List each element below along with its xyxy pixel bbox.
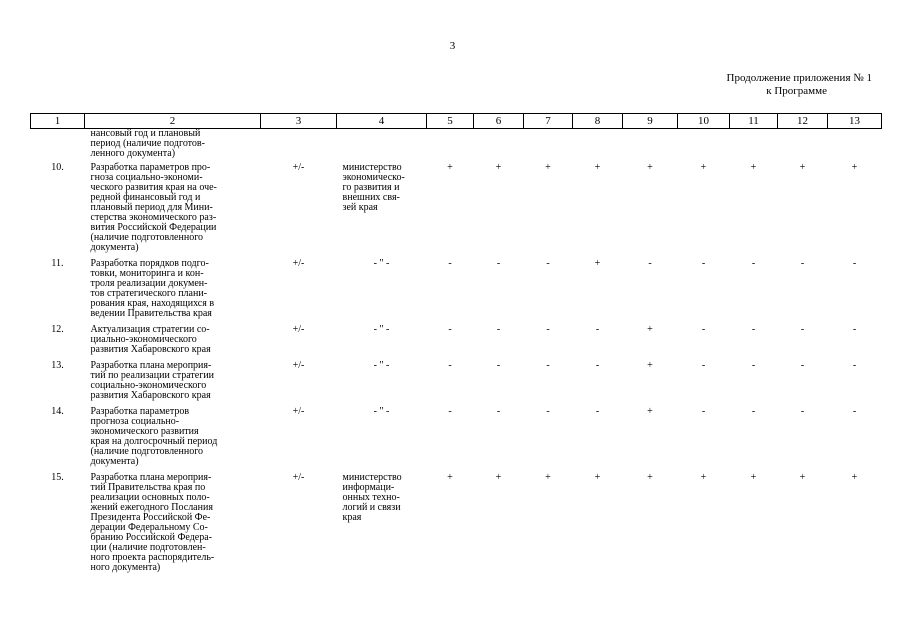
table-header: [31, 114, 882, 129]
row-responsible: - " -: [373, 360, 390, 371]
row-responsible: - " -: [373, 258, 390, 269]
row-responsible: министерство экономическо- го развития и внешних свя- зей края: [342, 162, 405, 213]
row-mark-col6: -: [496, 406, 501, 417]
row-number: 12.: [51, 324, 64, 335]
row-mark-col7: -: [546, 324, 550, 335]
row-mark-col8: +: [594, 258, 601, 269]
header-cell-8: 8: [573, 114, 623, 129]
row-mark-col8: -: [595, 324, 600, 335]
header-cell-9: 9: [623, 114, 678, 129]
row-status-col3: +/-: [292, 472, 305, 483]
table-row: [31, 405, 882, 471]
header-cell-10: 10: [678, 114, 730, 129]
row-status-col3: +/-: [292, 406, 305, 417]
row-status-col3: +/-: [292, 258, 305, 269]
row-responsible: министерство информаци- онных техно- логий и связи края: [342, 472, 402, 523]
row-mark-col8: +: [594, 472, 601, 483]
table-row: [31, 161, 882, 257]
row-mark-col12: -: [800, 406, 805, 417]
appendix-note-line1: Продолжение приложения № 1: [726, 72, 872, 84]
header-cell-13: 13: [828, 114, 882, 129]
row-mark-col12: -: [800, 360, 805, 371]
row-mark-col5: +: [447, 472, 453, 483]
header-cell-2: 2: [85, 114, 261, 129]
row-mark-col9: +: [647, 406, 653, 417]
row-mark-col7: +: [545, 472, 551, 483]
empty-cells: [261, 129, 882, 162]
row-mark-col5: -: [448, 360, 452, 371]
row-mark-col11: -: [751, 360, 756, 371]
row-mark-col8: +: [594, 162, 601, 173]
row-responsible: - " -: [373, 406, 390, 417]
page-number: 3: [449, 40, 456, 52]
row-mark-col11: -: [751, 258, 756, 269]
row-mark-col7: -: [546, 360, 550, 371]
row-mark-col9: -: [648, 258, 652, 269]
header-row: [31, 114, 882, 129]
row-mark-col6: -: [496, 324, 501, 335]
header-cell-5: 5: [427, 114, 474, 129]
program-table: [30, 113, 882, 577]
row-mark-col10: +: [700, 472, 707, 483]
row-mark-col6: -: [496, 258, 501, 269]
row-mark-col13: +: [851, 472, 858, 483]
row-description: Разработка плана мероприя- тий по реализации стратегии социально-экономического развития Хабаровского края: [90, 360, 215, 401]
row-mark-col10: -: [701, 258, 706, 269]
row-mark-col13: -: [852, 406, 857, 417]
table-row: [31, 359, 882, 405]
header-cell-3: 3: [261, 114, 337, 129]
table-body: [31, 129, 882, 578]
row-description: Разработка параметров про- гноза социально-экономи- ческого развития края на оче- редной финансовый год и плановый период для Мини- стерства экономического раз- вития Российской Федерации (наличие подготовленного документа): [90, 162, 217, 253]
continuation-row: [31, 129, 882, 162]
row-status-col3: +/-: [292, 162, 305, 173]
row-description: Актуализация стратегии со- циально-экономического развития Хабаровского края: [90, 324, 211, 355]
row-mark-col11: +: [750, 472, 757, 483]
row-description: Разработка параметров прогноза социально- экономического развития края на долгосрочный период (наличие подготовленного документа): [90, 406, 218, 467]
header-cell-11: 11: [730, 114, 778, 129]
row-responsible: - " -: [373, 324, 390, 335]
row-mark-col5: +: [447, 162, 453, 173]
row-description: Разработка плана мероприя- тий Правительства края по реализации основных поло- жений ежегодного Послания Президента Российской Фе- дерации Федеральному Со- бранию Российской Федера- ции (наличие подготовлен- ного проекта распорядитель- ного документа): [90, 472, 215, 573]
header-cell-7: 7: [524, 114, 573, 129]
row-mark-col10: -: [701, 324, 706, 335]
row-mark-col12: +: [799, 472, 806, 483]
row-mark-col6: -: [496, 360, 501, 371]
row-mark-col6: +: [495, 162, 502, 173]
row-mark-col9: +: [647, 324, 653, 335]
header-cell-4: 4: [337, 114, 427, 129]
row-mark-col12: +: [799, 162, 806, 173]
row-mark-col12: -: [800, 258, 805, 269]
row-description: Разработка порядков подго- товки, мониторинга и кон- троля реализации докумен- тов стратегического плани- рования края, находящихся в ведении Правительства края: [90, 258, 215, 319]
row-number: 10.: [51, 162, 64, 173]
row-status-col3: +/-: [292, 324, 305, 335]
header-cell-12: 12: [778, 114, 828, 129]
appendix-note-line2: к Программе: [766, 85, 827, 97]
row-mark-col9: +: [647, 360, 653, 371]
header-cell-6: 6: [474, 114, 524, 129]
row-mark-col8: -: [595, 360, 600, 371]
row-mark-col11: -: [751, 406, 756, 417]
row-mark-col13: -: [852, 360, 857, 371]
row-mark-col7: -: [546, 406, 550, 417]
row-number: 15.: [51, 472, 64, 483]
header-cell-1: 1: [31, 114, 85, 129]
row-mark-col10: -: [701, 360, 706, 371]
row-mark-col9: +: [647, 472, 653, 483]
row-mark-col13: +: [851, 162, 858, 173]
table-row: [31, 471, 882, 577]
row-mark-col12: -: [800, 324, 805, 335]
row-number: 14.: [51, 406, 64, 417]
row-mark-col6: +: [495, 472, 502, 483]
appendix-note: [727, 72, 872, 98]
table-row: [31, 323, 882, 359]
row-status-col3: +/-: [292, 360, 305, 371]
row-mark-col11: +: [750, 162, 757, 173]
row-number: [31, 129, 85, 162]
row-number: 13.: [51, 360, 64, 371]
row-mark-col5: -: [448, 324, 452, 335]
row-mark-col13: -: [852, 258, 857, 269]
row-mark-col5: -: [448, 258, 452, 269]
row-mark-col10: -: [701, 406, 706, 417]
row-mark-col7: +: [545, 162, 551, 173]
row-description: нансовый год и плановый период (наличие подготов- ленного документа): [90, 128, 205, 159]
row-mark-col13: -: [852, 324, 857, 335]
row-number: 11.: [51, 258, 64, 269]
row-mark-col11: -: [751, 324, 756, 335]
row-mark-col10: +: [700, 162, 707, 173]
row-mark-col7: -: [546, 258, 550, 269]
row-mark-col5: -: [448, 406, 452, 417]
row-mark-col9: +: [647, 162, 653, 173]
row-mark-col8: -: [595, 406, 600, 417]
table-row: [31, 257, 882, 323]
